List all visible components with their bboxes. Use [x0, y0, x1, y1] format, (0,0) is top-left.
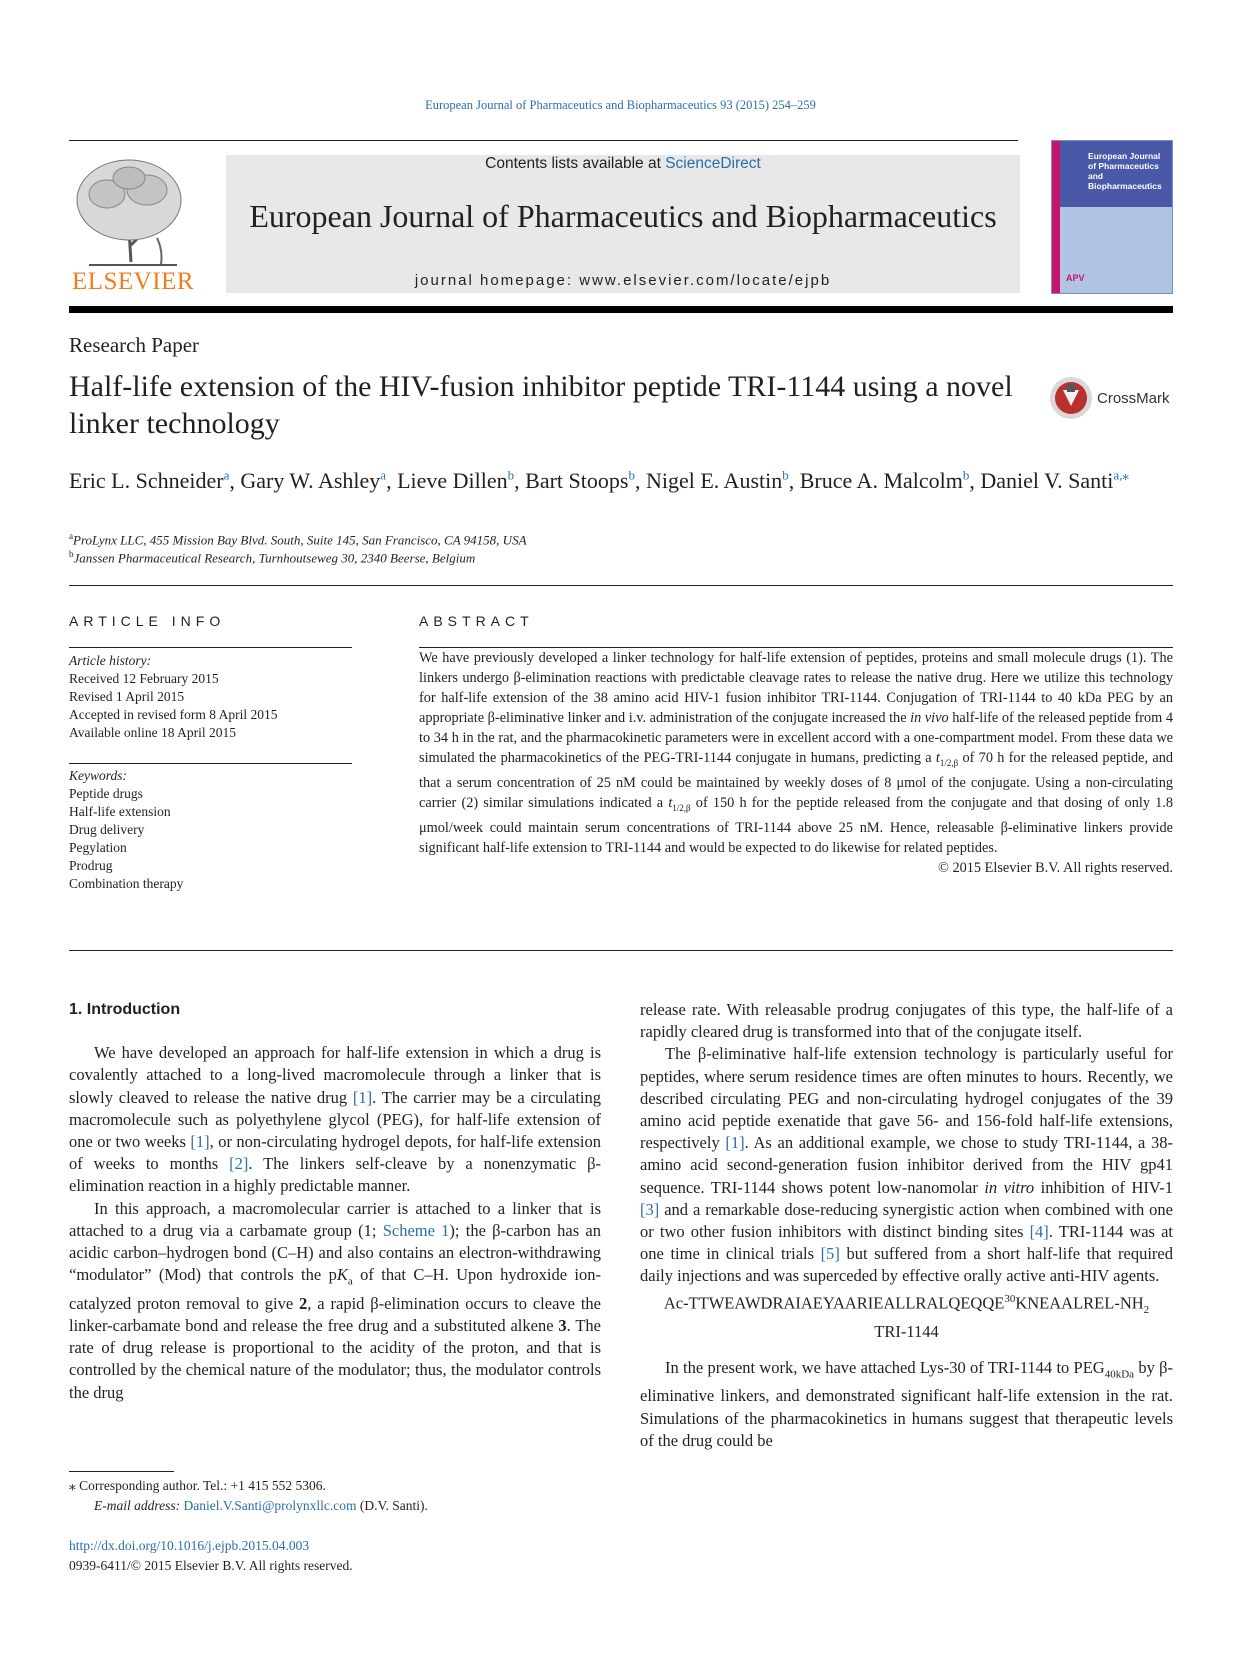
peptide-label: TRI-1144 [874, 1321, 939, 1341]
keyword-item: Peptide drugs [69, 786, 143, 801]
keyword-item: Half-life extension [69, 804, 171, 819]
intro-paragraph-4: The β-eliminative half-life extension technology is particularly useful for peptides, where serum residence times are often minutes to hours. Recently, we described circulating PEG and non-circulating hydrogel conjugates of the 39 amino acid peptide exenatide that gave 56- and 156-fold half-life extensions, respectively [1]. As an additional example, we chose to study TRI-1144, a 38-amino acid second-generation fusion inhibitor derived from the HIV gp41 sequence. TRI-1144 shows potent low-nanomolar in vitro inhibition of HIV-1 [3] and a remarkable dose-reducing synergistic action when combined with one or two other fusion inhibitors with distinct binding sites [4]. TRI-1144 was at one time in clinical trials [5] but suffered from a short half-life that required daily injections and was superceded by effective orally active anti-HIV agents. [640, 1044, 1173, 1286]
crossmark-label: CrossMark [1097, 390, 1170, 407]
author-5[interactable]: Nigel E. Austin$^b$ [645, 468, 789, 494]
cover-stripe [1052, 141, 1060, 293]
history-revised: Revised 1 April 2015 [69, 689, 185, 704]
journal-cover[interactable] [1051, 140, 1173, 294]
affiliation-rule [69, 585, 1173, 586]
article-history [69, 652, 352, 742]
doi-block [69, 1536, 353, 1576]
crossmark-badge[interactable] [1049, 376, 1177, 420]
footnote-rule [69, 1471, 174, 1472]
abstract-bottom-rule [69, 950, 1173, 951]
author-1[interactable]: Eric L. Schneider$^a$ [69, 468, 230, 494]
email-line: E-mail address: Daniel.V.Santi@prolynxllc.com (D.V. Santi). [94, 1498, 428, 1513]
right-column [640, 999, 1173, 1452]
contents-line [226, 155, 1020, 173]
author-4[interactable]: Bart Stoops$^b$ [525, 468, 635, 494]
keywords-rule [69, 763, 352, 764]
peptide-sequence: $Ac-TTWEAWDRAIAEYAARIEALLRALQEQQE^{30}KNEAALREL-NH_2$ [663, 1292, 1150, 1316]
cover-title: European Journal of Pharmaceutics and Biopharmaceutics [1088, 151, 1162, 191]
ref-link-2[interactable]: [2] [229, 1154, 249, 1174]
intro-paragraph-5: In the present work, we have attached Lys-30 of TRI-1144 to $PEG_{40kDa}$ by β-eliminative linkers, and demonstrated significant half-life extension in the rat. Simulations of the pharmacokinetics in humans suggest that therapeutic levels of the drug could be [640, 1357, 1174, 1450]
history-label: Article history: [69, 653, 152, 668]
author-3[interactable]: Lieve Dillen$^b$ [397, 468, 515, 494]
author-6[interactable]: Bruce A. Malcolm$^b$ [799, 468, 970, 494]
contents-prefix: Contents lists available at [485, 155, 666, 172]
cover-badge: APV [1066, 273, 1085, 283]
publisher-logo-text: ELSEVIER [71, 268, 195, 295]
left-column [69, 999, 601, 1404]
section-heading: 1. Introduction [69, 1001, 181, 1018]
article-info-rule [69, 647, 352, 648]
keyword-item: Pegylation [69, 840, 127, 855]
doi-link[interactable]: http://dx.doi.org/10.1016/j.ejpb.2015.04.003 [69, 1538, 310, 1553]
history-received: Received 12 February 2015 [69, 671, 219, 686]
header-thick-rule [69, 306, 1173, 313]
keyword-item: Combination therapy [69, 876, 184, 891]
ref-link-3[interactable]: [3] [640, 1199, 660, 1219]
intro-paragraph-2: In this approach, a macromolecular carrier is attached to a linker that is attached to a drug via a carbamate group (1; Scheme 1); the β-carbon has an acidic carbon–hydrogen bond (C–H) and also contains an electron-withdrawing “modulator” (Mod) that controls the $pK_a$ of that C–H. Upon hydroxide ion-catalyzed proton removal to give 2, a rapid β-elimination occurs to cleave the linker-carbamate bond and release the free drug and a substituted alkene 3. The rate of drug release is proportional to the acidity of the proton, and that is controlled by the chemical nature of the modulator; thus, the modulator controls the drug [69, 1198, 601, 1402]
journal-title: European Journal of Pharmaceutics and Biopharmaceutics [249, 198, 997, 234]
article-type: Research Paper [69, 333, 200, 357]
article-info-heading: ARTICLE INFO [69, 613, 226, 629]
issn-line: 0939-6411/© 2015 Elsevier B.V. All rights reserved. [69, 1558, 353, 1573]
intro-paragraph-3: release rate. With releasable prodrug conjugates of this type, the half-life of a rapidly cleared drug is transformed into that of the conjugate itself. [640, 1000, 1173, 1042]
footnotes [69, 1476, 601, 1516]
abstract-text: We have previously developed a linker technology for half-life extension of peptides, proteins and small molecule drugs (1). The linkers undergo β-elimination reactions with predictable cleavage rates to release the native drug. Here we utilize this technology for half-life extension of the 38 amino acid HIV-1 fusion inhibitor TRI-1144. Conjugation of TRI-1144 to 40 kDa PEG by an appropriate β-eliminative linker and i.v. administration of the conjugate increased the in vivo half-life of the released peptide from 4 to 34 h in the rat, and the pharmacokinetic parameters were in excellent accord with a one-compartment model. From these data we simulated the pharmacokinetics of the PEG-TRI-1144 conjugate in humans, predicting a $t_{1/2,\beta}$ of 70 h for the released peptide, and that a serum concentration of 25 nM could be maintained by weekly doses of 8 μmol of the conjugate. Using a non-circulating carrier (2) similar simulations indicated a $t_{1/2,\beta}$ of 150 h for the peptide released from the conjugate and that dosing of only 1.8 μmol/week could maintain serum concentrations of TRI-1144 above 25 nM. Hence, releasable β-eliminative linkers provide significant half-life extension to TRI-1144 and would be expected to do likewise for related peptides. © 2015 Elsevier B.V. All rights reserved. [419, 650, 1173, 876]
journal-homepage[interactable]: journal homepage: www.elsevier.com/locate/ejpb [414, 272, 832, 289]
corresponding-author: ⁎ Corresponding author. Tel.: +1 415 552 5306. [69, 1478, 326, 1493]
ref-link-1[interactable]: [1] [725, 1133, 745, 1153]
keywords-label: Keywords: [69, 768, 127, 783]
email-link[interactable]: Daniel.V.Santi@prolynxllc.com [183, 1498, 357, 1513]
scheme-link[interactable]: Scheme 1 [382, 1220, 450, 1240]
keyword-item: Prodrug [69, 858, 113, 873]
keyword-item: Drug delivery [69, 822, 145, 837]
elsevier-logo [69, 150, 197, 296]
affiliation-b: $^b$Janssen Pharmaceutical Research, Turnhoutseweg 30, 2340 Beerse, Belgium [69, 549, 476, 566]
copyright: © 2015 Elsevier B.V. All rights reserved. [938, 859, 1173, 876]
ref-link-1[interactable]: [1] [352, 1087, 373, 1107]
intro-paragraph-1: We have developed an approach for half-life extension in which a drug is covalently attached to a long-lived macromolecule through a linker that is slowly cleaved to release the native drug [1]. The carrier may be a circulating macromolecule such as polyethylene glycol (PEG), for half-life extension of one or two weeks [1], or non-circulating hydrogel depots, for half-life extension of weeks to months [2]. The linkers self-cleave by a nonenzymatic β-elimination reaction in a highly predictable manner. [69, 1043, 602, 1196]
article-title: Half-life extension of the HIV-fusion inhibitor peptide TRI-1144 using a novel linker technology [69, 370, 1013, 440]
ref-link-4[interactable]: [4] [1029, 1222, 1049, 1242]
crossmark-icon [1049, 376, 1093, 420]
affiliation-a: $^a$ProLynx LLC, 455 Mission Bay Blvd. South, Suite 145, San Francisco, CA 94158, USA [69, 531, 527, 548]
ref-link-1[interactable]: [1] [190, 1132, 210, 1152]
author-2[interactable]: Gary W. Ashley$^a$ [240, 468, 387, 494]
history-accepted: Accepted in revised form 8 April 2015 [69, 707, 278, 722]
keywords [69, 767, 352, 893]
author-list: Eric L. Schneider$^a$, Gary W. Ashley$^a$, Lieve Dillen$^b$, Bart Stoops$^b$, Nigel E. Austin$^b$, Bruce A. Malcolm$^b$, Daniel V. Santi$^{a,⁎}$ [69, 468, 1129, 494]
ref-link-5[interactable]: [5] [820, 1244, 840, 1264]
author-7[interactable]: Daniel V. Santi$^{a,⁎}$ [980, 468, 1129, 494]
history-online: Available online 18 April 2015 [69, 725, 236, 740]
abstract-heading: ABSTRACT [419, 613, 534, 629]
header-rule [69, 140, 1018, 141]
journal-reference[interactable]: European Journal of Pharmaceutics and Biopharmaceutics 93 (2015) 254–259 [425, 98, 816, 112]
sciencedirect-link[interactable]: ScienceDirect [665, 155, 761, 172]
